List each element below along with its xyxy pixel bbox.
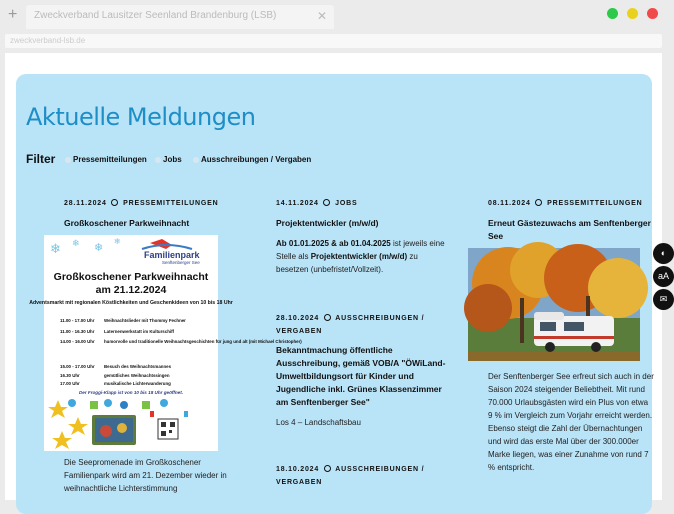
article-meta: 14.11.2024 JOBS	[276, 200, 358, 207]
font-size-icon[interactable]: aA	[653, 266, 674, 287]
flyer-brand: Familienpark	[144, 250, 200, 260]
article-title[interactable]: Bekanntmachung öffentliche Ausschreibung, gemäß VOB/A "ÖWiLand-Umweltbildungsort für Kinder und Jugendliche inkl. Grünes Klassenzimmer am Senftenberger See"	[276, 345, 446, 407]
article-excerpt: Die Seepromenade im Großkoschener Familienpark wird am 21. Dezember wieder in weihnachtliche Lichterstimmung	[64, 458, 227, 493]
radio-icon[interactable]	[155, 157, 161, 163]
flyer-image[interactable]	[29, 235, 302, 451]
tab-bar	[0, 0, 667, 32]
article-meta: 08.11.2024 PRESSEMITTEILUNGEN	[488, 200, 643, 207]
flyer-time: 11.00 - 17.00 Uhr	[60, 318, 95, 323]
article-meta: 18.10.2024 AUSSCHREIBUNGEN / VERGABEN	[276, 466, 425, 486]
flyer-time: 17.00 Uhr	[60, 381, 80, 386]
article-excerpt: Los 4 – Landschaftsbau	[276, 418, 361, 427]
flyer-time: 16.30 Uhr	[60, 373, 80, 378]
svg-text:❄: ❄	[72, 239, 80, 249]
clock-icon	[111, 199, 118, 206]
clock-icon	[324, 465, 331, 472]
clock-icon	[535, 199, 542, 206]
flyer-brand-sub: Senftenberger See	[162, 260, 200, 265]
svg-text:❄: ❄	[114, 237, 121, 246]
article-excerpt: Ab 01.01.2025 & ab 01.04.2025 ist jeweils eine Stelle als Projektentwickler (m/w/d) zu besetzen (unbefristet/Vollzeit).	[276, 239, 445, 274]
flyer-item: Weihnachtslieder mit Thommy Fechner	[104, 318, 186, 323]
flyer-item: Laternenwerkstatt im Kulturschiff	[104, 329, 175, 334]
filter-option-ausschreibungen[interactable]: Ausschreibungen / Vergaben	[193, 155, 311, 164]
flyer-subline: Adventsmarkt mit regionalen Köstlichkeiten und Geschenkideen von 10 bis 18 Uhr	[29, 300, 233, 306]
svg-text:❄: ❄	[94, 241, 104, 254]
address-bar[interactable]	[5, 34, 662, 48]
browser-tab[interactable]	[26, 5, 334, 29]
article-photo[interactable]	[468, 248, 640, 361]
filter-option-jobs[interactable]: Jobs	[155, 155, 182, 164]
flyer-item: humorvolle und traditionelle Weihnachtsgeschichten für jung und alt (mit Michael Christopher)	[104, 339, 302, 344]
page-viewport	[5, 53, 669, 500]
url-text: zweckverband-lsb.de	[10, 36, 86, 45]
article-title[interactable]: Projektentwickler (m/w/d)	[276, 218, 379, 228]
article-excerpt: Der Senftenberger See erfreut sich auch in der Saison 2024 steigender Beliebtheit. Mit rund 70.000 Urlaubsgästen wird ein Plus von etwa 9 % im Vergleich zum Vorjahr erreicht werden. Ebenso steigt die Zahl der Übernachtungen und wird das erste Mal über der 300.000er Marke liegen, was einer Zunahme von rund 7 % entspricht.	[488, 372, 654, 472]
svg-text:❄: ❄	[50, 242, 61, 257]
flyer-headline: Großkoschener Parkweihnacht	[53, 271, 209, 283]
article-meta: 28.10.2024 AUSSCHREIBUNGEN / VERGABEN	[276, 315, 425, 335]
news-panel	[16, 74, 669, 514]
close-tab-icon[interactable]: ✕	[316, 9, 327, 23]
flyer-item: musikalische Lichterwanderung	[104, 381, 171, 386]
flyer-time: 14.00 - 16.00 Uhr	[60, 339, 95, 344]
filter-label: Filter	[26, 152, 56, 166]
flyer-date: am 21.12.2024	[95, 284, 167, 296]
clock-icon	[324, 314, 331, 321]
radio-icon[interactable]	[65, 157, 71, 163]
article-meta: 28.11.2024 PRESSEMITTEILUNGEN	[64, 200, 219, 207]
tab-title: Zweckverband Lausitzer Seenland Brandenburg (LSB)	[34, 10, 277, 21]
window-control-green[interactable]	[607, 8, 618, 19]
window-control-red[interactable]	[647, 8, 658, 19]
new-tab-icon[interactable]: +	[8, 6, 18, 23]
contrast-icon[interactable]: ◐	[653, 243, 674, 264]
radio-icon[interactable]	[193, 157, 199, 163]
flyer-time: 11.00 - 16.30 Uhr	[60, 329, 95, 334]
flyer-footer: Der Froggi-Klapp ist von 10 bis 18 Uhr geöffnet.	[78, 390, 184, 395]
flyer-item: Besuch des Weihnachtsmannes	[104, 364, 172, 369]
mail-icon[interactable]: ✉	[653, 289, 674, 310]
article-title[interactable]: Großkoschener Parkweihnacht	[64, 218, 190, 228]
flyer-time: 15.00 - 17.00 Uhr	[60, 364, 95, 369]
filter-option-pressemitteilungen[interactable]: Pressemitteilungen	[65, 155, 147, 164]
article-title[interactable]: Erneut Gästezuwachs am Senftenberger See	[488, 218, 651, 241]
flyer-item: gemütliches Weihnachtssingen	[104, 373, 170, 378]
window-control-yellow[interactable]	[627, 8, 638, 19]
clock-icon	[323, 199, 330, 206]
page-title: Aktuelle Meldungen	[26, 103, 256, 131]
